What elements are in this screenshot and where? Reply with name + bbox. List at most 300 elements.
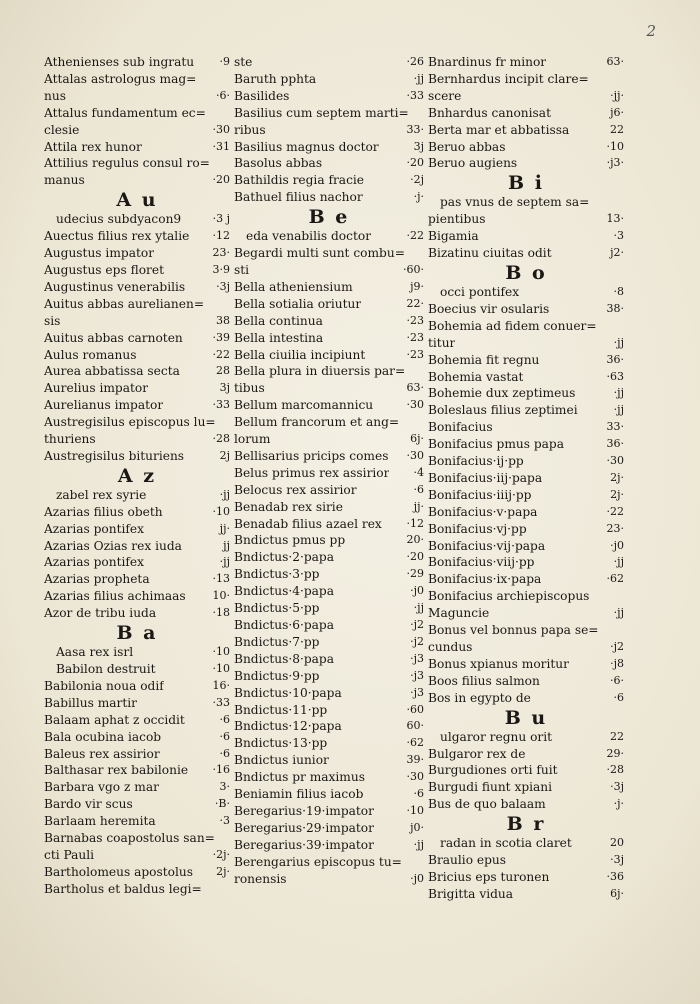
entry-text: Beniamin filius iacob [234, 787, 364, 802]
index-column-3 [428, 54, 624, 903]
entry-number: ·10 [212, 662, 230, 675]
entry-text: Bonifacius·iij·papa [428, 470, 543, 485]
entry-number: 3j [219, 381, 230, 395]
index-entry [428, 402, 624, 419]
entry-number: ·6· [216, 88, 230, 102]
entry-number: ·30 [406, 398, 424, 412]
entry-number: 6j· [610, 886, 624, 900]
index-entry [44, 881, 230, 898]
entry-text: Augustus eps floret [44, 262, 164, 277]
entry-text: Boecius vir osularis [428, 301, 550, 316]
index-entry [428, 762, 624, 779]
index-entry [44, 105, 230, 122]
entry-text: Azarias filius achimaas [44, 589, 186, 604]
entry-text: Aurelianus impator [44, 398, 164, 413]
index-entry [428, 504, 624, 521]
entry-number: 23· [212, 246, 230, 260]
index-entry [44, 414, 230, 431]
entry-number: 2j· [610, 487, 624, 501]
entry-number: ·3 [613, 229, 624, 243]
entry-number: ·j3· [606, 156, 624, 170]
index-entry [428, 122, 624, 139]
index-entry [428, 729, 624, 746]
index-entry [44, 172, 230, 189]
index-entry [428, 352, 624, 369]
entry-number: ·33 [212, 398, 230, 412]
entry-text: Bonifacius·iiij·pp [428, 487, 532, 502]
entry-number: jj [223, 538, 230, 552]
entry-number: jj· [219, 521, 230, 535]
entry-text: Bella plura in diuersis par= [234, 364, 406, 379]
entry-number: ·28 [606, 763, 624, 777]
index-entry [234, 105, 424, 122]
index-entry [428, 779, 624, 796]
entry-number: 38 [216, 313, 230, 327]
entry-number: ·20 [212, 173, 230, 187]
entry-text: Bndictus·2·papa [234, 550, 334, 565]
entry-text: Bala ocubina iacob [44, 729, 162, 744]
index-entry [428, 453, 624, 470]
entry-number: ·22 [606, 504, 624, 518]
entry-text: udecius subdyacon9 [56, 212, 182, 227]
index-entry [234, 155, 424, 172]
index-entry [234, 245, 424, 262]
entry-text: Aurea abbatissa secta [44, 364, 180, 379]
entry-number: ·3 [219, 814, 230, 828]
entry-number: ·22 [212, 347, 230, 361]
index-entry [234, 296, 424, 313]
entry-number: 22 [610, 729, 624, 743]
entry-text: Beruo abbas [428, 139, 506, 154]
entry-number: 20· [406, 533, 424, 547]
entry-number: ·10 [406, 803, 424, 817]
index-entry [428, 284, 624, 301]
entry-text: sis [44, 313, 61, 328]
index-entry [44, 712, 230, 729]
entry-text: Belocus rex assirior [234, 482, 357, 497]
index-entry [44, 245, 230, 262]
index-entry [44, 571, 230, 588]
entry-number: ·28 [212, 432, 230, 446]
entry-text: Bndictus pr maximus [234, 770, 365, 785]
index-entry [428, 571, 624, 588]
index-entry [428, 385, 624, 402]
index-entry [234, 88, 424, 105]
section-heading: B u [504, 706, 548, 729]
entry-number: 20 [610, 836, 624, 850]
entry-text: Azor de tribu iuda [44, 606, 157, 621]
entry-number: 3·9 [212, 262, 230, 276]
entry-text: Azarias Ozias rex iuda [44, 538, 182, 553]
entry-number: ·13 [212, 572, 230, 586]
index-entry [428, 588, 624, 605]
index-entry [234, 549, 424, 566]
section-heading: B e [308, 206, 350, 229]
index-entry [44, 313, 230, 330]
entry-text: Bndictus·3·pp [234, 567, 320, 582]
entry-text: Maguncie [428, 606, 490, 621]
entry-number: ·60· [403, 262, 424, 276]
entry-text: zabel rex syrie [56, 487, 147, 502]
entry-text: Basilius cum septem marti= [234, 105, 409, 120]
index-entry [428, 54, 624, 71]
index-entry [44, 54, 230, 71]
index-entry [44, 605, 230, 622]
entry-number: ·33 [212, 695, 230, 709]
index-entry [234, 532, 424, 549]
index-entry [428, 318, 624, 335]
entry-text: Brigitta vidua [428, 886, 514, 901]
index-entry [44, 796, 230, 813]
entry-text: Azarias pontifex [44, 555, 144, 570]
index-entry [234, 499, 424, 516]
index-entry [44, 830, 230, 847]
entry-text: Bernhardus incipit clare= [428, 71, 589, 86]
entry-text: Bella atheniensium [234, 279, 353, 294]
entry-text: Beregarius·29·impator [234, 820, 374, 835]
index-entry [234, 516, 424, 533]
entry-text: Bndictus·13·pp [234, 736, 328, 751]
index-entry [428, 245, 624, 262]
entry-text: Benadab filius azael rex [234, 516, 382, 531]
entry-text: Bartholus et baldus legi= [44, 881, 202, 896]
entry-text: Bigamia [428, 229, 479, 244]
entry-number: ·62 [606, 572, 624, 586]
folio-number: 2 [646, 22, 656, 40]
entry-number: ·18 [212, 606, 230, 620]
index-entry [234, 139, 424, 156]
index-entry [44, 431, 230, 448]
entry-number: ·6 [219, 729, 230, 743]
entry-number: ·31 [212, 139, 230, 153]
entry-text: Bonifacius archiepiscopus [428, 589, 590, 604]
index-entry [44, 746, 230, 763]
entry-text: Balthasar rex babilonie [44, 763, 189, 778]
entry-number: ·j3 [410, 685, 424, 699]
index-entry [234, 431, 424, 448]
index-entry [428, 139, 624, 156]
index-entry [428, 605, 624, 622]
entry-text: Benadab rex sirie [234, 499, 343, 514]
index-entry [234, 122, 424, 139]
entry-text: Berta mar et abbatissa [428, 122, 570, 137]
entry-text: Basilides [234, 88, 290, 103]
entry-number: 6j· [410, 432, 424, 446]
index-entry [234, 786, 424, 803]
entry-text: Bndictus·8·papa [234, 651, 334, 666]
entry-number: ·6 [413, 482, 424, 496]
entry-number: 23· [606, 521, 624, 535]
index-entry [234, 668, 424, 685]
entry-text: Bndictus·10·papa [234, 685, 342, 700]
entry-number: ·30 [406, 770, 424, 784]
entry-number: j6· [610, 105, 624, 119]
entry-number: 33· [406, 122, 424, 136]
index-entry [234, 262, 424, 279]
entry-number: ·23 [406, 330, 424, 344]
index-entry [44, 644, 230, 661]
entry-text: ulgaror regnu orit [440, 729, 553, 744]
entry-text: Burgudiones orti fuit [428, 763, 558, 778]
entry-number: ·10 [212, 645, 230, 659]
index-column-2 [234, 54, 424, 888]
entry-number: ·63 [606, 369, 624, 383]
index-entry [428, 436, 624, 453]
entry-text: Bella intestina [234, 330, 324, 345]
entry-number: ·6 [219, 712, 230, 726]
entry-number: 13· [606, 212, 624, 226]
index-entry [428, 335, 624, 352]
entry-text: Bellum francorum et ang= [234, 415, 400, 430]
index-entry [234, 448, 424, 465]
entry-text: Bndictus pmus pp [234, 533, 346, 548]
entry-text: Bos in egypto de [428, 690, 531, 705]
entry-number: 63· [606, 55, 624, 68]
index-entry [428, 690, 624, 707]
index-entry [234, 634, 424, 651]
index-entry [44, 729, 230, 746]
entry-text: Boleslaus filius zeptimei [428, 403, 578, 418]
index-entry [44, 330, 230, 347]
entry-text: Bonifacius·ix·papa [428, 572, 542, 587]
entry-text: Bonifacius·v·papa [428, 504, 538, 519]
entry-number: ·j3 [410, 668, 424, 682]
entry-text: Basilius magnus doctor [234, 139, 379, 154]
entry-number: ·j0 [410, 871, 424, 885]
entry-number: ·jj [413, 601, 424, 615]
entry-text: Baruth pphta [234, 71, 317, 86]
entry-number: 28 [216, 364, 230, 378]
entry-number: ·62 [406, 736, 424, 750]
entry-text: Bndictus·9·pp [234, 668, 320, 683]
entry-number: 3· [219, 780, 230, 794]
entry-number: ·jj [413, 71, 424, 85]
index-entry [234, 854, 424, 871]
index-entry [428, 869, 624, 886]
index-entry [234, 837, 424, 854]
index-entry [234, 330, 424, 347]
entry-text: pientibus [428, 212, 486, 227]
section-heading: B a [116, 622, 158, 645]
entry-number: ·29 [406, 567, 424, 581]
entry-number: 36· [606, 437, 624, 451]
entry-text: Augustinus venerabilis [44, 279, 186, 294]
entry-text: Babilonia noua odif [44, 678, 164, 693]
entry-number: ·j3 [410, 651, 424, 665]
entry-number: ·j· [613, 797, 624, 811]
entry-text: Beregarius·39·impator [234, 837, 374, 852]
index-entry [428, 194, 624, 211]
entry-text: Bohemia vastat [428, 369, 524, 384]
entry-number: ·6· [610, 673, 624, 687]
entry-text: Bndictus·12·papa [234, 719, 342, 734]
index-column-1 [44, 54, 230, 898]
index-entry [234, 871, 424, 888]
index-entry [44, 504, 230, 521]
index-entry [428, 228, 624, 245]
entry-number: ·j2 [610, 640, 624, 653]
entry-text: Bohemia fit regnu [428, 352, 540, 367]
section-heading: A z [117, 464, 157, 487]
entry-number: ·23 [406, 347, 424, 361]
entry-text: Bonifacius [428, 420, 493, 435]
index-entry [44, 661, 230, 678]
entry-number: ·3j [216, 279, 230, 293]
entry-number: ·3j [610, 780, 624, 794]
entry-text: Bndictus iunior [234, 753, 329, 768]
entry-text: Begardi multi sunt combu= [234, 246, 405, 261]
entry-number: jj· [413, 499, 424, 513]
index-entry [428, 301, 624, 318]
index-entry [234, 752, 424, 769]
entry-number: ·23 [406, 313, 424, 327]
entry-text: Burgudi fiunt xpiani [428, 780, 553, 795]
entry-text: Bndictus·4·papa [234, 584, 334, 599]
entry-text: Beruo augiens [428, 156, 518, 171]
index-entry [234, 414, 424, 431]
entry-number: 3j [413, 139, 424, 153]
entry-number: ·jj [613, 335, 624, 349]
entry-number: 22 [610, 122, 624, 136]
index-entry [234, 566, 424, 583]
entry-number: ·3 j [212, 212, 230, 226]
index-entry [234, 189, 424, 206]
entry-number: ·j0 [410, 584, 424, 598]
entry-number: ·8 [613, 284, 624, 298]
entry-text: Babilon destruit [56, 662, 156, 676]
entry-text: tibus [234, 381, 265, 396]
section-heading: B r [506, 813, 546, 836]
index-entry [44, 139, 230, 156]
entry-number: ·2j [410, 173, 424, 187]
entry-number: ·22 [406, 229, 424, 243]
index-entry [234, 71, 424, 88]
index-entry [428, 852, 624, 869]
entry-text: Bonifacius·vij·papa [428, 538, 546, 553]
entry-text: Bellum marcomannicu [234, 398, 374, 413]
entry-text: Baleus rex assirior [44, 746, 160, 761]
index-entry [44, 847, 230, 864]
entry-text: Barlaam heremita [44, 814, 156, 829]
entry-number: ·36 [606, 869, 624, 883]
entry-number: 2j· [216, 864, 230, 878]
entry-text: Bonifacius·viij·pp [428, 555, 535, 570]
index-entry [234, 465, 424, 482]
index-entry [428, 71, 624, 88]
entry-text: Bartholomeus apostolus [44, 864, 194, 879]
entry-number: 10· [212, 589, 230, 603]
entry-text: Bellisarius pricips comes [234, 448, 389, 463]
entry-text: pas vnus de septem sa= [440, 195, 590, 210]
entry-number: ·60 [406, 702, 424, 716]
entry-number: ·B· [214, 797, 230, 811]
index-entry [234, 718, 424, 735]
index-entry [428, 487, 624, 504]
index-entry [428, 211, 624, 228]
entry-number: ·j2 [410, 634, 424, 648]
entry-text: Bella sotialia oriutur [234, 296, 362, 311]
entry-number: 38· [606, 301, 624, 315]
index-entry [428, 554, 624, 571]
index-entry [234, 54, 424, 71]
entry-text: Bohemia ad fidem conuer= [428, 318, 597, 333]
index-entry [44, 487, 230, 504]
section-heading: A u [116, 189, 158, 212]
entry-text: Attalas astrologus mag= [44, 71, 197, 86]
index-entry [428, 639, 624, 656]
entry-text: cti Pauli [44, 847, 95, 862]
entry-text: sti [234, 262, 250, 277]
entry-number: ·2j· [212, 847, 230, 861]
entry-number: ·10 [212, 504, 230, 518]
entry-number: ·12 [212, 229, 230, 243]
entry-number: ·jj [613, 555, 624, 569]
index-entry [44, 363, 230, 380]
entry-text: Aurelius impator [44, 381, 149, 396]
entry-number: ·6 [219, 746, 230, 760]
index-entry [44, 864, 230, 881]
entry-text: Bnhardus canonisat [428, 105, 551, 120]
index-entry [428, 746, 624, 763]
index-entry [428, 538, 624, 555]
index-entry [234, 347, 424, 364]
entry-text: Bonifacius pmus papa [428, 437, 564, 452]
index-entry [234, 735, 424, 752]
index-entry [234, 685, 424, 702]
index-entry [44, 779, 230, 796]
entry-text: occi pontifex [440, 284, 520, 299]
index-entry [234, 363, 424, 380]
entry-text: Barnabas coapostolus san= [44, 831, 215, 846]
entry-text: Bndictus·11·pp [234, 702, 328, 717]
entry-number: ·jj [219, 555, 230, 569]
entry-number: ·30 [606, 454, 624, 468]
entry-text: Bathuel filius nachor [234, 190, 363, 205]
index-entry [428, 470, 624, 487]
index-entry [44, 538, 230, 555]
entry-text: scere [428, 88, 462, 103]
entry-number: ·39 [212, 330, 230, 344]
index-entry [428, 419, 624, 436]
index-entry [44, 262, 230, 279]
entry-text: manus [44, 173, 85, 188]
index-entry [234, 279, 424, 296]
entry-number: ·jj [613, 606, 624, 620]
index-entry [44, 347, 230, 364]
index-entry [44, 813, 230, 830]
index-entry [234, 380, 424, 397]
entry-text: Azarias propheta [44, 572, 150, 587]
index-entry [44, 296, 230, 313]
entry-text: thuriens [44, 432, 96, 447]
index-entry [234, 769, 424, 786]
entry-text: Attalus fundamentum ec= [44, 105, 206, 120]
index-entry [428, 369, 624, 386]
entry-text: Attila rex hunor [44, 139, 142, 154]
index-entry [44, 554, 230, 571]
entry-number: j0· [410, 820, 424, 834]
entry-text: Augustus impator [44, 246, 155, 261]
entry-number: ·20 [406, 156, 424, 170]
entry-number: 22· [406, 296, 424, 310]
entry-text: Aasa rex isrl [56, 645, 134, 660]
entry-text: nus [44, 88, 66, 103]
entry-number: ·3j [610, 853, 624, 867]
entry-number: 36· [606, 352, 624, 366]
entry-number: ·30 [406, 448, 424, 462]
entry-text: ronensis [234, 871, 287, 886]
index-entry [234, 600, 424, 617]
